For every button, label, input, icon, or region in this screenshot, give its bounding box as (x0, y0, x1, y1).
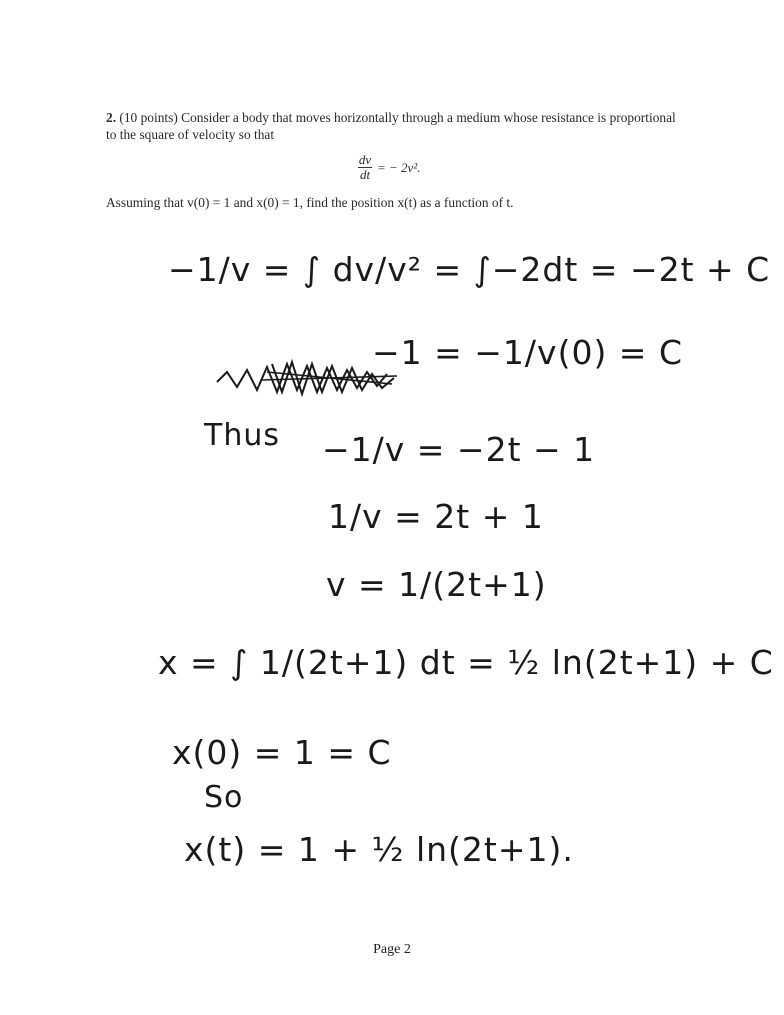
solution-line-9: x(t) = 1 + ½ ln(2t+1). (184, 830, 574, 869)
so-label: So (204, 780, 244, 815)
solution-line-6: x = ∫ 1/(2t+1) dt = ½ ln(2t+1) + C (158, 643, 774, 682)
problem-statement (106, 109, 688, 143)
page-number: Page 2 (373, 942, 411, 957)
solution-line-1: −1/v = ∫ dv/v² = ∫−2dt = −2t + C (168, 250, 771, 289)
given-equation (358, 153, 420, 182)
solution-line-4: 1/v = 2t + 1 (328, 497, 544, 536)
solution-line-7: x(0) = 1 = C (172, 733, 392, 772)
derivative-numerator: dv (358, 152, 372, 167)
thus-label: Thus (204, 418, 280, 453)
initial-conditions: Assuming that v(0) = 1 and x(0) = 1, find the position x(t) as a function of t. (106, 195, 514, 210)
solution-line-3: −1/v = −2t − 1 (322, 430, 596, 469)
problem-number: 2. (106, 110, 117, 125)
equation-rhs: = − 2v². (377, 159, 421, 175)
derivative-denominator: dt (359, 167, 371, 182)
derivative-fraction (358, 153, 372, 182)
problem-text: (10 points) Consider a body that moves horizontally through a medium whose resistance is proportional to the square of velocity so that (106, 110, 676, 142)
scribbled-out-text (212, 352, 402, 402)
solution-line-2: −1 = −1/v(0) = C (372, 333, 683, 372)
solution-line-5: v = 1/(2t+1) (326, 565, 547, 604)
